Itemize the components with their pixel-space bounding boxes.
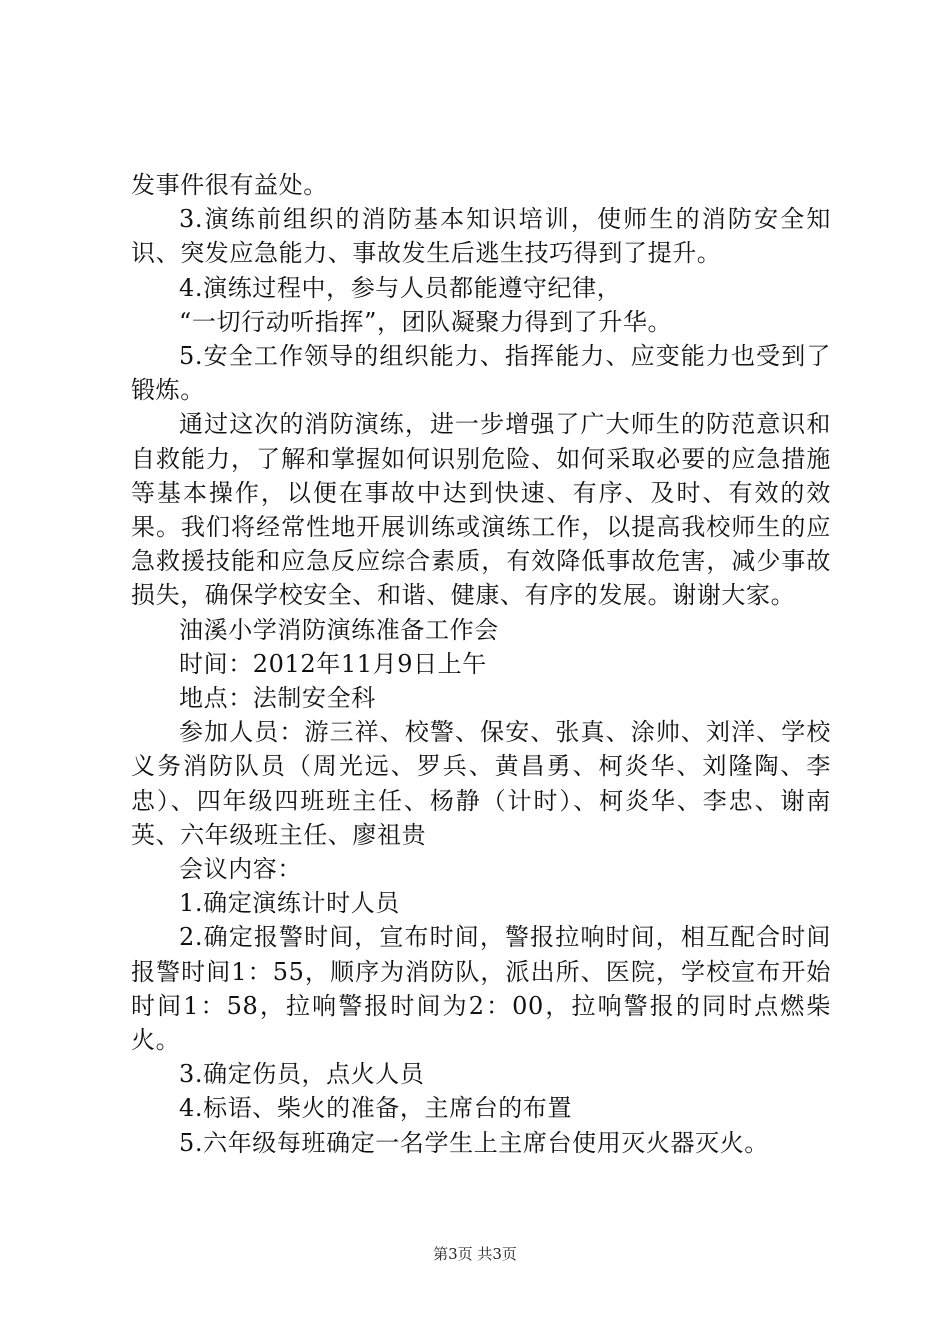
meeting-content-item-1: 1.确定演练计时人员 xyxy=(179,889,400,918)
meeting-content-heading: 会议内容： xyxy=(179,855,302,884)
meeting-content-item-4: 4.标语、柴火的准备，主席台的布置 xyxy=(179,1094,573,1123)
paragraph-item-4-quote: “一切行动听指挥”，团队凝聚力得到了升华。 xyxy=(179,307,673,336)
meeting-time: 时间：2012年11月9日上午 xyxy=(179,649,487,678)
meeting-content-item-3: 3.确定伤员，点火人员 xyxy=(179,1060,425,1089)
meeting-title: 油溪小学消防演练准备工作会 xyxy=(179,615,499,644)
paragraph-continuation: 发事件很有益处。 xyxy=(131,171,328,199)
paragraph-item-3: 3.演练前组织的消防基本知识培训，使师生的消防安全知识、突发应急能力、事故发生后逃生技巧得到了提升。 xyxy=(131,205,831,268)
paragraph-item-4: 4.演练过程中，参与人员都能遵守纪律， xyxy=(179,273,622,302)
meeting-content-item-2: 2.确定报警时间，宣布时间，警报拉响时间，相互配合时间报警时间1：55，顺序为消防队，派出所、医院，学校宣布开始时间1：58，拉响警报时间为2：00，拉响警报的同时点燃柴火。 xyxy=(131,923,831,1055)
meeting-content-item-5: 5.六年级每班确定一名学生上主席台使用灭火器灭火。 xyxy=(179,1128,769,1157)
document-body xyxy=(131,168,831,1160)
meeting-location: 地点：法制安全科 xyxy=(179,684,376,713)
meeting-attendees: 参加人员：游三祥、校警、保安、张真、涂帅、刘洋、学校义务消防队员（周光远、罗兵、黄昌勇、柯炎华、刘隆陶、李忠）、四年级四班班主任、杨静（计时）、柯炎华、李忠、谢南英、六年级班主任、廖祖贵 xyxy=(131,718,831,849)
page-number-label: 第3页 共3页 xyxy=(433,1245,517,1263)
paragraph-item-5: 5.安全工作领导的组织能力、指挥能力、应变能力也受到了锻炼。 xyxy=(131,342,831,405)
paragraph-summary: 通过这次的消防演练，进一步增强了广大师生的防范意识和自救能力，了解和掌握如何识别危险、如何采取必要的应急措施等基本操作，以便在事故中达到快速、有序、及时、有效的效果。我们将经常性地开展训练或演练工作，以提高我校师生的应急救援技能和应急反应综合素质，有效降低事故危害，减少事故损失，确保学校安全、和谐、健康、有序的发展。谢谢大家。 xyxy=(131,410,831,610)
page-footer xyxy=(0,1243,950,1264)
